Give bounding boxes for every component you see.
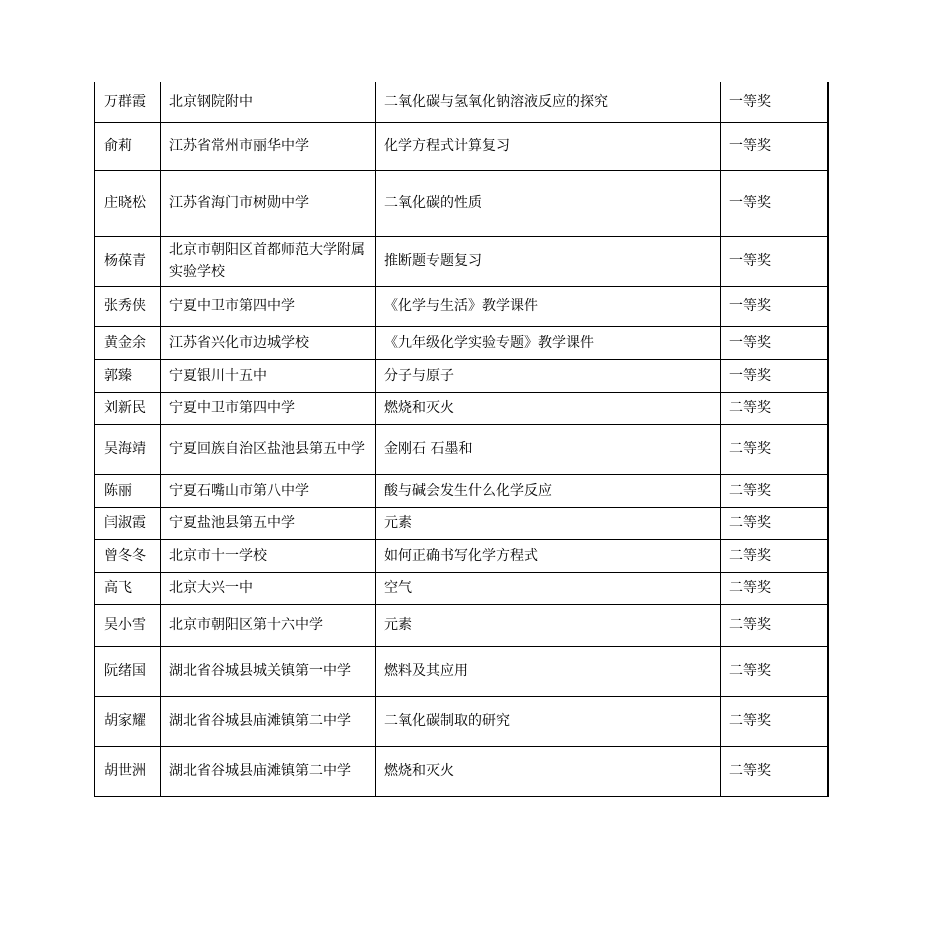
school-cell: 宁夏中卫市第四中学: [161, 286, 376, 326]
table-row: [95, 286, 829, 326]
table-row: [95, 474, 829, 507]
award-cell: 一等奖: [721, 122, 829, 170]
table-row: [95, 170, 829, 236]
table-row: [95, 82, 829, 122]
award-cell: 二等奖: [721, 424, 829, 474]
award-cell: 一等奖: [721, 286, 829, 326]
school-cell: 宁夏石嘴山市第八中学: [161, 474, 376, 507]
teacher-name-cell: 万群霞: [95, 82, 161, 122]
school-cell: 北京钢院附中: [161, 82, 376, 122]
topic-cell: 二氧化碳制取的研究: [376, 696, 721, 746]
award-cell: 一等奖: [721, 359, 829, 392]
teacher-name-cell: 阮绪国: [95, 646, 161, 696]
teacher-name-cell: 胡家耀: [95, 696, 161, 746]
table-row: [95, 696, 829, 746]
table-row: [95, 746, 829, 796]
award-cell: 二等奖: [721, 646, 829, 696]
teacher-name-cell: 杨葆青: [95, 236, 161, 286]
table-row: [95, 122, 829, 170]
table-row: [95, 359, 829, 392]
award-cell: 一等奖: [721, 170, 829, 236]
topic-cell: 元素: [376, 604, 721, 646]
award-cell: 二等奖: [721, 604, 829, 646]
teacher-name-cell: 闫淑霞: [95, 507, 161, 539]
award-cell: 二等奖: [721, 392, 829, 424]
table-row: [95, 646, 829, 696]
teacher-name-cell: 高飞: [95, 572, 161, 604]
school-cell: 宁夏盐池县第五中学: [161, 507, 376, 539]
award-cell: 二等奖: [721, 474, 829, 507]
topic-cell: 空气: [376, 572, 721, 604]
topic-cell: 金刚石 石墨和: [376, 424, 721, 474]
school-cell: 宁夏回族自治区盐池县第五中学: [161, 424, 376, 474]
table-row: [95, 604, 829, 646]
teacher-name-cell: 郭臻: [95, 359, 161, 392]
award-table-body: [95, 82, 829, 796]
teacher-name-cell: 黄金余: [95, 326, 161, 359]
teacher-name-cell: 庄晓松: [95, 170, 161, 236]
award-cell: 二等奖: [721, 746, 829, 796]
teacher-name-cell: 吴海靖: [95, 424, 161, 474]
teacher-name-cell: 曾冬冬: [95, 539, 161, 572]
school-cell: 江苏省兴化市边城学校: [161, 326, 376, 359]
school-cell: 湖北省谷城县城关镇第一中学: [161, 646, 376, 696]
table-row: [95, 572, 829, 604]
school-cell: 北京大兴一中: [161, 572, 376, 604]
table-row: [95, 392, 829, 424]
award-cell: 一等奖: [721, 236, 829, 286]
topic-cell: 化学方程式计算复习: [376, 122, 721, 170]
teacher-name-cell: 刘新民: [95, 392, 161, 424]
school-cell: 北京市十一学校: [161, 539, 376, 572]
award-table: [94, 82, 829, 797]
teacher-name-cell: 俞莉: [95, 122, 161, 170]
table-row: [95, 236, 829, 286]
school-cell: 宁夏银川十五中: [161, 359, 376, 392]
topic-cell: 分子与原子: [376, 359, 721, 392]
table-row: [95, 424, 829, 474]
school-cell: 宁夏中卫市第四中学: [161, 392, 376, 424]
topic-cell: 《九年级化学实验专题》教学课件: [376, 326, 721, 359]
award-cell: 一等奖: [721, 326, 829, 359]
topic-cell: 燃烧和灭火: [376, 746, 721, 796]
school-cell: 北京市朝阳区第十六中学: [161, 604, 376, 646]
award-cell: 二等奖: [721, 696, 829, 746]
school-cell: 湖北省谷城县庙滩镇第二中学: [161, 746, 376, 796]
award-cell: 二等奖: [721, 572, 829, 604]
award-cell: 二等奖: [721, 507, 829, 539]
topic-cell: 酸与碱会发生什么化学反应: [376, 474, 721, 507]
school-cell: 江苏省常州市丽华中学: [161, 122, 376, 170]
school-cell: 湖北省谷城县庙滩镇第二中学: [161, 696, 376, 746]
table-row: [95, 507, 829, 539]
topic-cell: 推断题专题复习: [376, 236, 721, 286]
table-row: [95, 539, 829, 572]
table-row: [95, 326, 829, 359]
award-cell: 二等奖: [721, 539, 829, 572]
award-cell: 一等奖: [721, 82, 829, 122]
topic-cell: 《化学与生活》教学课件: [376, 286, 721, 326]
teacher-name-cell: 张秀侠: [95, 286, 161, 326]
teacher-name-cell: 陈丽: [95, 474, 161, 507]
topic-cell: 二氧化碳的性质: [376, 170, 721, 236]
teacher-name-cell: 吴小雪: [95, 604, 161, 646]
topic-cell: 燃料及其应用: [376, 646, 721, 696]
topic-cell: 二氧化碳与氢氧化钠溶液反应的探究: [376, 82, 721, 122]
topic-cell: 如何正确书写化学方程式: [376, 539, 721, 572]
school-cell: 江苏省海门市树勋中学: [161, 170, 376, 236]
teacher-name-cell: 胡世洲: [95, 746, 161, 796]
topic-cell: 燃烧和灭火: [376, 392, 721, 424]
school-cell: 北京市朝阳区首都师范大学附属实验学校: [161, 236, 376, 286]
topic-cell: 元素: [376, 507, 721, 539]
